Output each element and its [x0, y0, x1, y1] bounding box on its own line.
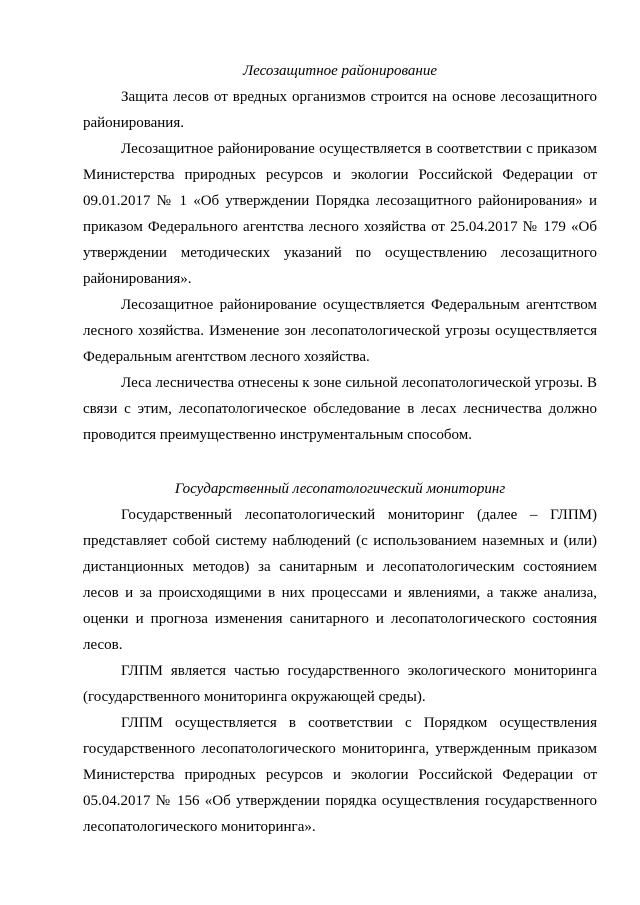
paragraph: Государственный лесопатологический мониторинг (далее – ГЛПМ) представляет собой систему наблюдений (с использованием наземных и (или) дистанционных методов) за санитарным и лесопатологическим состоянием лесов и за происходящими в них процессами и явлениями, а также анализа, оценки и прогноза изменения санитарного и лесопатологического состояния лесов. [83, 507, 597, 653]
paragraph: Леса лесничества отнесены к зоне сильной лесопатологической угрозы. В связи с этим, лесопатологическое обследование в лесах лесничества должно проводится преимущественно инструментальным способом. [83, 375, 597, 443]
document-page [83, 48, 597, 840]
paragraph: Лесозащитное районирование осуществляется в соответствии с приказом Министерства природных ресурсов и экологии Российской Федерации от 09.01.2017 № 1 «Об утверждении Порядка лесозащитного районирования» и приказом Федерального агентства лесного хозяйства от 25.04.2017 № 179 «Об утверждении методических указаний по осуществлению лесозащитного районирования». [83, 141, 597, 287]
paragraph: ГЛПМ является частью государственного экологического мониторинга (государственного мониторинга окружающей среды). [83, 663, 597, 705]
paragraph: Защита лесов от вредных организмов строится на основе лесозащитного районирования. [83, 89, 597, 131]
section-heading-forest-zoning: Лесозащитное районирование [242, 63, 437, 79]
section-heading-forest-monitoring: Государственный лесопатологический мониторинг [174, 481, 506, 497]
paragraph: ГЛПМ осуществляется в соответствии с Порядком осуществления государственного лесопатологического мониторинга, утвержденным приказом Министерства природных ресурсов и экологии Российской Федерации от 05.04.2017 № 156 «Об утверждении порядка осуществления государственного лесопатологического мониторинга». [83, 715, 597, 835]
paragraph: Лесозащитное районирование осуществляется Федеральным агентством лесного хозяйства. Изменение зон лесопатологической угрозы осуществляется Федеральным агентством лесного хозяйства. [83, 297, 597, 365]
